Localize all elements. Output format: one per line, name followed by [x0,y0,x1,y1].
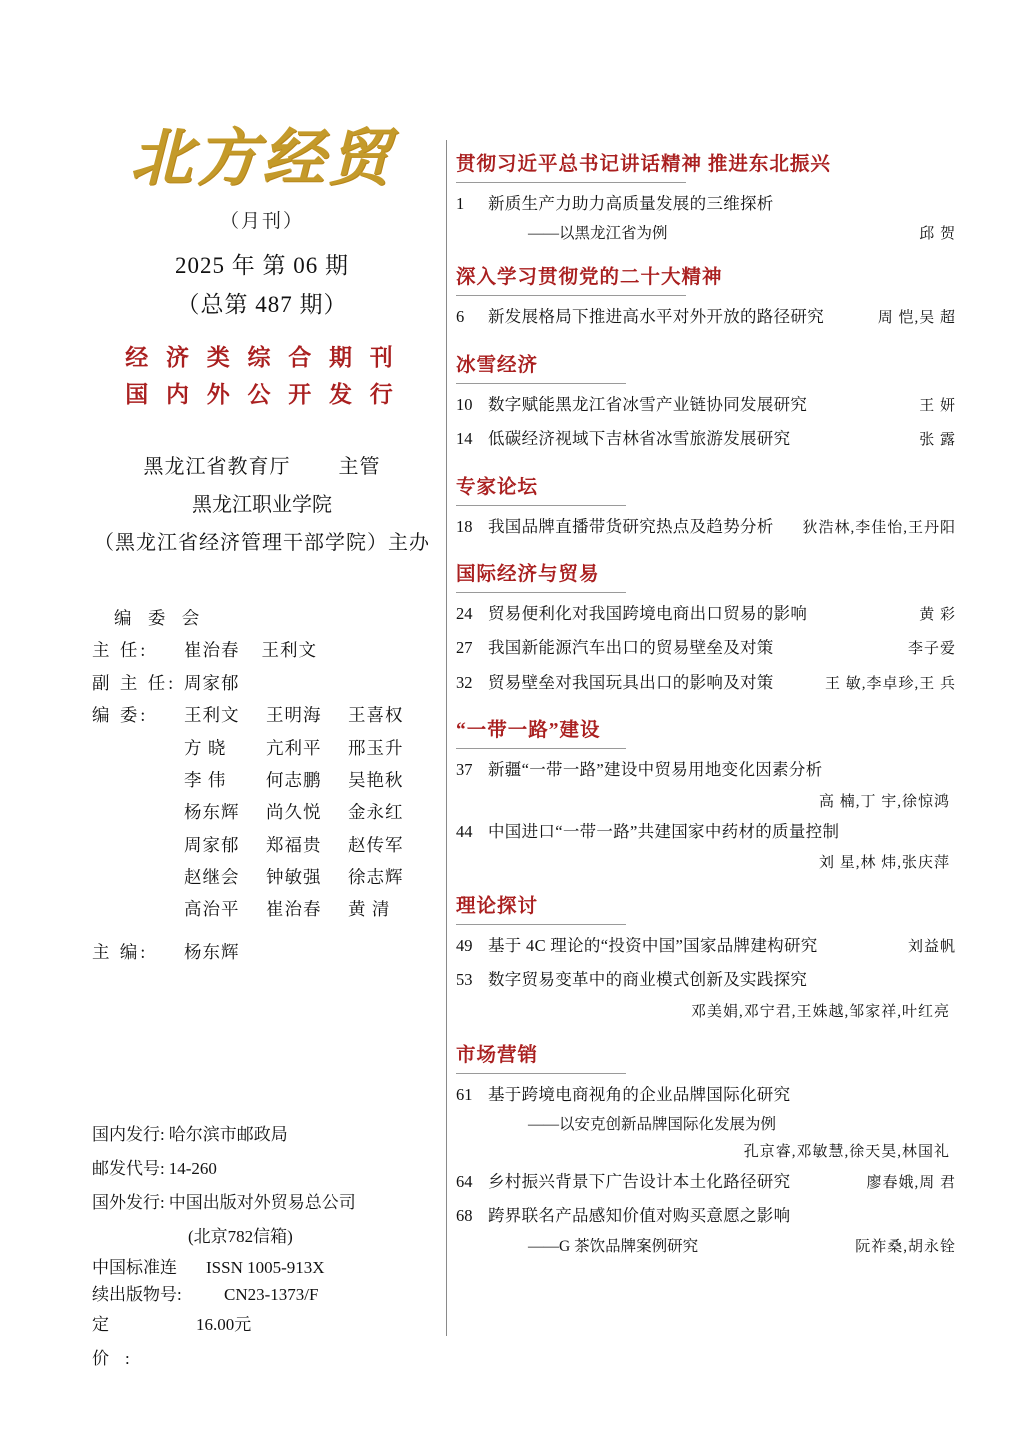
toc-entry[interactable] [456,514,956,540]
toc-page-number: 61 [456,1084,473,1104]
toc-entry[interactable] [456,392,956,418]
toc-authors: 王 敏,李卓珍,王 兵 [824,675,956,692]
board-member: 周家郁 [184,834,240,855]
board-row [92,699,432,731]
section-rule [456,383,626,384]
board-member: 何志鹏 [266,769,322,790]
board-member: 王喜权 [348,705,404,726]
board-member: 亢利平 [266,737,322,758]
toc-authors: 黄 彩 [919,606,956,623]
toc-entry[interactable] [456,601,956,627]
board-member: 崔治春 [266,899,322,920]
std-number-label-line2: 续出版物号: [92,1285,182,1305]
toc-authors: 狄浩林,李佳怡,王丹阳 [802,519,956,536]
toc-page-number: 18 [456,516,473,536]
toc-entry[interactable] [456,1169,956,1195]
section-rule [456,592,626,593]
board-member: 王利文 [261,640,317,661]
toc-section [456,261,956,330]
toc-title: 数字赋能黑龙江省冰雪产业链协同发展研究 [488,394,808,414]
journal-category-line2: 国 内 外 公 开 发 行 [125,381,399,407]
journal-issue: 2025 年 第 06 期 [175,253,349,278]
price-label: 定 价: [92,1315,146,1369]
board-row [92,732,432,764]
board-member: 赵传军 [348,834,404,855]
publication-info [92,1118,452,1376]
toc-authors: 邓美娟,邓宁君,王姝越,邹家祥,叶红亮 [690,1003,950,1020]
toc-title: 低碳经济视域下吉林省冰雪旅游发展研究 [488,429,791,449]
board-member: 崔治春 [184,640,240,661]
domestic-distribution-label: 国内发行: [92,1125,165,1144]
board-role: 副 主 任: [92,672,177,693]
board-role: 主 任: [92,640,149,661]
toc-authors: 周 恺,吴 超 [877,310,956,327]
host-row [92,524,432,562]
toc-authors: 李子爱 [907,641,956,658]
standard-serial-row [92,1254,452,1308]
toc-title: 贸易壁垒对我国玩具出口的影响及对策 [488,672,774,692]
board-member: 杨东辉 [184,941,240,962]
board-member: 周家郁 [184,672,240,693]
board-row [92,796,432,828]
toc-subtitle-row [456,221,956,243]
toc-subtitle-row [456,1234,956,1256]
issn-value: ISSN 1005-913X [206,1258,325,1277]
toc-authors: 廖春娥,周 君 [866,1175,956,1192]
toc-section-heading: 专家论坛 [456,476,539,498]
board-member: 赵继会 [184,867,240,887]
board-member: 邢玉升 [348,737,404,758]
toc-page-number: 53 [456,970,473,990]
toc-section [456,1039,956,1256]
board-row [92,861,432,893]
section-rule [456,924,626,925]
toc-section-heading: 贯彻习近平总书记讲话精神 推进东北振兴 [456,154,831,175]
toc-title: 数字贸易变革中的商业模式创新及实践探究 [488,970,808,990]
toc-authors: 张 露 [919,432,956,449]
toc-authors: 王 妍 [919,397,956,414]
board-member: 尚久悦 [266,802,322,823]
toc-authors: 高 楠,丁 宇,徐惊鸿 [818,793,950,810]
section-rule [456,295,686,296]
toc-section [456,714,956,872]
board-member: 李 伟 [184,769,227,790]
toc-page-number: 37 [456,760,473,780]
board-row [92,634,432,666]
supervisor-label: 主管 [338,456,381,478]
board-row [92,936,432,968]
toc-section [456,148,956,243]
board-member: 徐志辉 [348,867,404,887]
host-label: 主办 [388,532,430,554]
board-member: 黄 清 [348,899,391,920]
toc-title: 新质生产力助力高质量发展的三维探析 [488,194,774,213]
toc-entry[interactable] [456,635,956,661]
toc-page-number: 14 [456,429,473,449]
toc-entry[interactable] [456,1203,956,1229]
toc-title: 我国品牌直播带货研究热点及趋势分析 [488,516,774,536]
board-row [92,829,432,861]
toc-subtitle: ——以黑龙江省为例 [528,225,668,243]
toc-subtitle: ——G 茶饮品牌案例研究 [528,1237,699,1255]
section-rule [456,505,626,506]
board-member: 高治平 [184,899,240,920]
toc-title: 新疆“一带一路”建设中贸易用地变化因素分析 [488,760,823,780]
section-rule [456,182,686,183]
toc-page-number: 10 [456,394,473,414]
toc-title: 基于 4C 理论的“投资中国”国家品牌建构研究 [488,935,818,955]
toc-subtitle: ——以安克创新品牌国际化发展为例 [528,1116,777,1134]
toc-authors: 阮祚桑,胡永铨 [855,1238,956,1255]
board-role: 主 编: [92,941,149,962]
toc-section [456,471,956,540]
overseas-distribution-label: 国外发行: [92,1193,165,1212]
supervisor-org: 黑龙江省教育厅 [143,456,291,478]
board-member: 王利文 [184,705,240,726]
toc-authors: 邱 贺 [919,226,956,243]
toc-entry[interactable] [456,757,956,783]
toc-section-heading: “一带一路”建设 [456,720,601,742]
toc-page-number: 49 [456,935,473,955]
toc-section-heading: 国际经济与贸易 [456,563,600,585]
board-member: 郑福贵 [266,834,322,855]
board-member: 杨东辉 [184,802,240,823]
editorial-board [92,602,432,968]
board-member: 吴艳秋 [348,769,404,790]
toc-entry[interactable] [456,191,956,217]
board-row [92,667,432,699]
toc-page-number: 32 [456,672,473,692]
std-number-label-line1: 中国标准连 [92,1258,177,1277]
section-rule [456,748,626,749]
toc-page-number: 44 [456,821,473,841]
toc-authors: 刘 星,林 炜,张庆萍 [818,854,950,871]
toc-page-number: 64 [456,1172,473,1192]
domestic-distribution-row [92,1118,452,1152]
toc-title: 跨界联名产品感知价值对购买意愿之影响 [488,1206,791,1226]
overseas-distribution-row [92,1186,452,1220]
board-row [92,893,432,925]
postal-code-row [92,1152,452,1186]
toc-subtitle-row [456,1112,956,1134]
host-org-line1: 黑龙江职业学院 [192,494,332,516]
toc-authors: 孔京睿,邓敏慧,徐天昊,林国礼 [743,1144,950,1161]
editorial-board-title: 编 委 会 [114,608,206,628]
toc-title: 基于跨境电商视角的企业品牌国际化研究 [488,1084,791,1104]
board-member: 金永红 [348,802,404,823]
toc-title: 我国新能源汽车出口的贸易壁垒及对策 [488,638,774,658]
toc-entry[interactable] [456,819,956,845]
toc-title: 中国进口“一带一路”共建国家中药材的质量控制 [488,821,840,841]
organization-block [92,448,432,562]
toc-entry[interactable] [456,1082,956,1108]
column-divider [446,140,447,1336]
journal-issue-total: （总第 487 期） [176,292,348,317]
supervisor-row [92,448,432,486]
toc-section [456,349,956,453]
toc-entry[interactable] [456,304,956,330]
toc-page-number: 27 [456,638,473,658]
host-org-line2: （黑龙江省经济管理干部学院） [94,532,388,554]
toc-page-number: 68 [456,1206,473,1226]
journal-masthead-title: 北方经贸 [129,125,394,193]
toc-title: 乡村振兴背景下广告设计本土化路径研究 [488,1172,791,1192]
section-rule [456,1073,626,1074]
overseas-distribution-sub: (北京782信箱) [188,1227,293,1246]
board-member: 王明海 [266,705,322,726]
cover-left-column [92,125,432,968]
journal-frequency: （月刊） [219,211,304,232]
board-row [92,764,432,796]
price-row [92,1308,452,1376]
toc-authors: 刘益帆 [907,938,956,955]
postal-code-label: 邮发代号: [92,1159,165,1178]
journal-category-line1: 经 济 类 综 合 期 刊 [125,345,399,370]
toc-page-number: 24 [456,603,473,623]
toc-entry[interactable] [456,670,956,696]
board-member: 方 晓 [184,737,227,758]
cn-value: CN23-1373/F [224,1285,319,1305]
toc-section [456,558,956,696]
toc-entry[interactable] [456,933,956,959]
toc-entry[interactable] [456,426,956,452]
toc-page-number: 6 [456,307,465,327]
toc-section-heading: 冰雪经济 [456,354,539,376]
toc-section [456,890,956,1021]
toc-section-heading: 理论探讨 [456,895,539,917]
board-role: 编 委: [92,705,149,726]
price-value: 16.00元 [196,1315,252,1335]
toc-entry[interactable] [456,967,956,993]
toc-section-heading: 深入学习贯彻党的二十大精神 [456,267,723,289]
toc-title: 贸易便利化对我国跨境电商出口贸易的影响 [488,603,808,623]
postal-code-value: 14-260 [168,1159,217,1178]
toc-title: 新发展格局下推进高水平对外开放的路径研究 [488,307,824,327]
domestic-distribution-value: 哈尔滨市邮政局 [168,1125,288,1144]
toc-page-number: 1 [456,194,465,213]
toc-section-heading: 市场营销 [456,1044,539,1066]
board-member: 钟敏强 [266,867,322,887]
table-of-contents [456,148,956,1256]
overseas-distribution-value: 中国出版对外贸易总公司 [168,1193,356,1212]
